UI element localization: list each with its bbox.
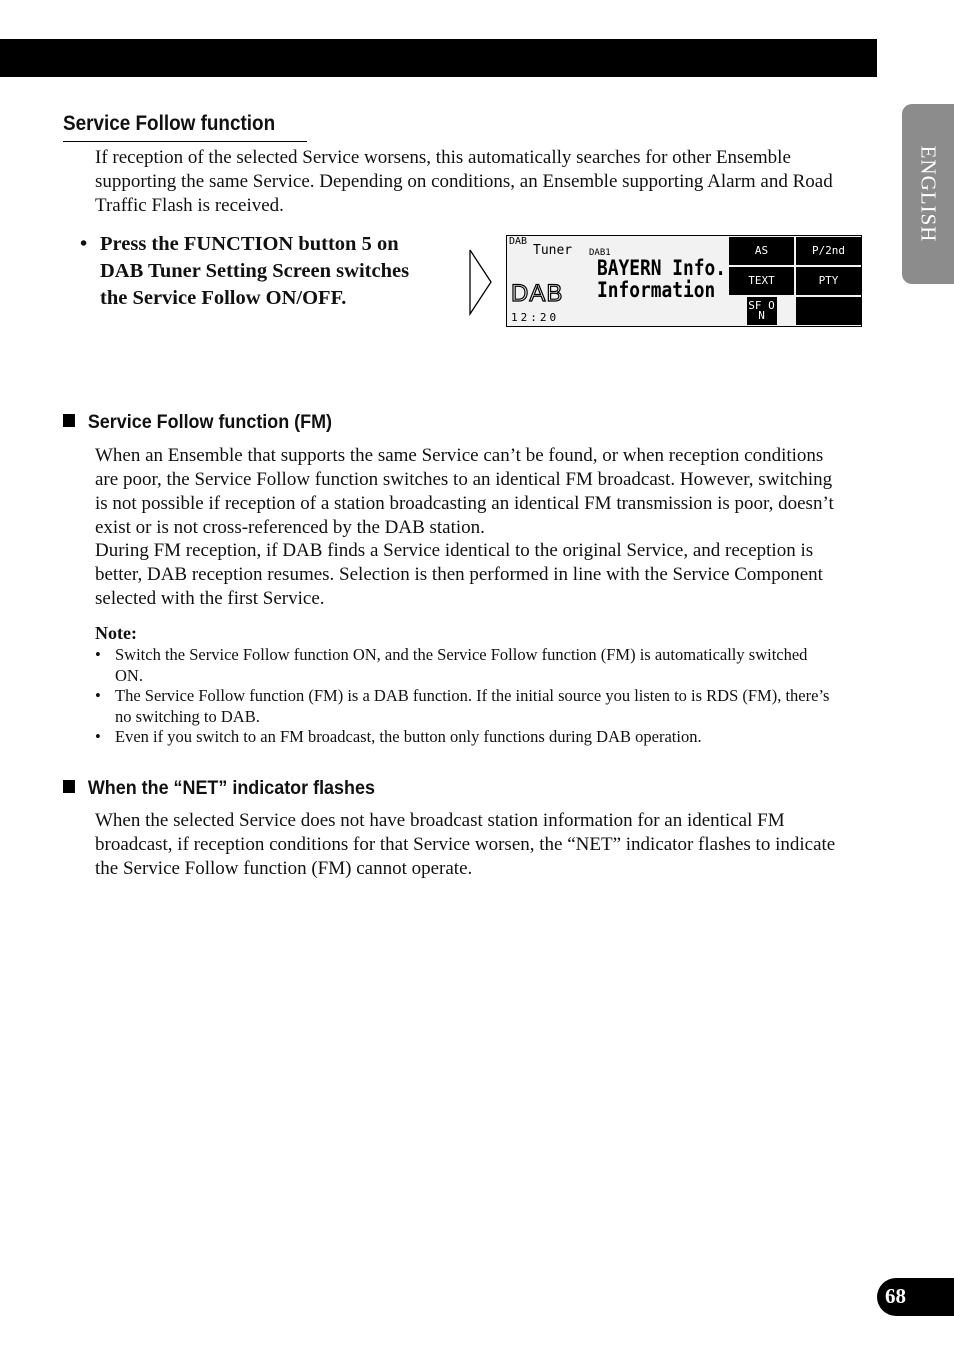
section-title: Service Follow function xyxy=(63,112,276,135)
note-list xyxy=(95,645,835,748)
net-section-heading xyxy=(63,777,375,800)
page-number-tab xyxy=(877,1278,954,1316)
page-number: 68 xyxy=(885,1284,906,1308)
step-instruction xyxy=(80,231,420,312)
function-button-text[interactable]: TEXT xyxy=(729,267,794,295)
net-section-heading-text: When the “NET” indicator flashes xyxy=(87,777,375,799)
function-button-pty[interactable]: PTY xyxy=(796,267,861,295)
function-button-grid xyxy=(729,237,861,325)
square-bullet-icon xyxy=(63,414,75,427)
lcd-source-label: DAB xyxy=(509,236,528,247)
dab-logo: DAB xyxy=(511,280,564,307)
pointer-arrow-icon xyxy=(468,248,494,316)
intro-paragraph: If reception of the selected Service worsens, this automatically searches for other Ensemble supporting the same Service. Depending on conditions, an Ensemble supporting Alarm and Road Traffic Flash is received. xyxy=(95,147,833,216)
language-tab xyxy=(902,104,954,284)
dab-tuner-display xyxy=(506,235,862,327)
fm-section-heading-text: Service Follow function (FM) xyxy=(87,411,333,433)
note-label: Note: xyxy=(95,623,137,643)
function-button-sf-on[interactable]: SF ON xyxy=(747,297,777,325)
function-button-p2nd[interactable]: P/2nd xyxy=(796,237,861,265)
function-button-as[interactable]: AS xyxy=(729,237,794,265)
lcd-station-info: Information xyxy=(597,278,716,302)
fm-section-heading xyxy=(63,411,332,434)
net-paragraph: When the selected Service does not have broadcast station information for an identical FM broadcast, if reception conditions for that Service worsen, the “NET” indicator flashes to indicate the Service Follow function (FM) cannot operate. xyxy=(95,810,836,879)
lcd-station-name: BAYERN Info. xyxy=(597,256,726,280)
language-tab-label: ENGLISH xyxy=(916,145,941,243)
square-bullet-icon xyxy=(63,780,75,793)
lcd-clock: 12:20 xyxy=(511,311,560,324)
function-button-empty[interactable] xyxy=(796,297,861,325)
lcd-mode-label: Tuner xyxy=(533,243,573,258)
fm-paragraph-2: During FM reception, if DAB finds a Service identical to the original Service, and reception is better, DAB reception resumes. Selection is then performed in line with the Service Component selected with the first Service. xyxy=(95,540,823,609)
note-item: • Switch the Service Follow function ON, and the Service Follow function (FM) is automatically switched ON. xyxy=(95,645,835,686)
step-bullet: • xyxy=(80,233,88,255)
section-title-underline xyxy=(63,141,307,142)
note-item: • Even if you switch to an FM broadcast, the button only functions during DAB operation. xyxy=(95,727,835,748)
fm-paragraph-1: When an Ensemble that supports the same Service can’t be found, or when reception conditions are poor, the Service Follow function switches to an identical FM broadcast. However, switching is not possible if reception of a station broadcasting an identical FM transmission is poor, doesn’t exist or is not cross-referenced by the DAB station. xyxy=(95,445,834,538)
header-bar xyxy=(0,39,877,77)
step-text: Press the FUNCTION button 5 on DAB Tuner Setting Screen switches the Service Follow ON/OFF. xyxy=(100,233,410,309)
lcd-band-label: DAB1 xyxy=(589,248,611,258)
note-item: • The Service Follow function (FM) is a DAB function. If the initial source you listen to is RDS (FM), there’s no switching to DAB. xyxy=(95,686,835,727)
